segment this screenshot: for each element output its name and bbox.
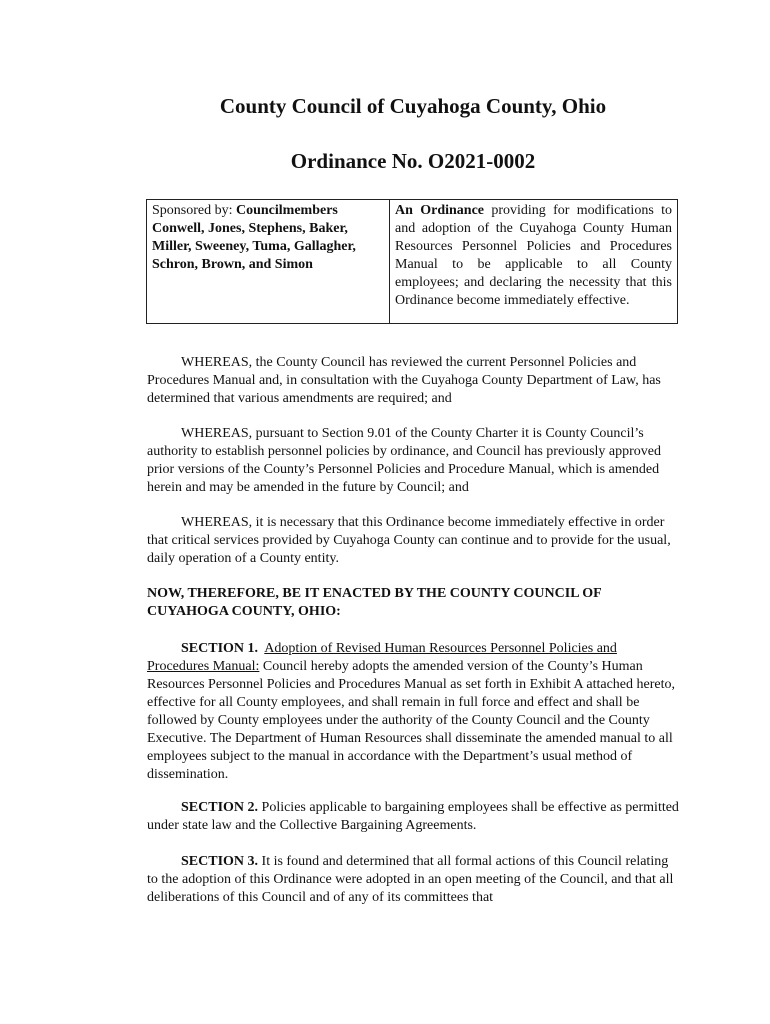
section-3-paragraph — [147, 853, 680, 907]
summary-text: providing for modifications to and adoption of the Cuyahoga County Human Resources Personnel Policies and Procedures Manual to be applicable to all County employees; and declaring the necessity that this Ordinance become immediately effective. — [395, 203, 672, 308]
section-1-paragraph — [147, 640, 680, 784]
section-3-text: It is found and determined that all formal actions of this Council relating to the adoption of this Ordinance were adopted in an open meeting of the Council, and that all deliberations of this Council and of any of its committees that — [147, 854, 674, 905]
section-2-label: SECTION 2. — [181, 800, 259, 815]
council-title: County Council of Cuyahoga County, Ohio — [219, 94, 607, 118]
sponsor-cell — [147, 200, 390, 323]
summary-cell — [390, 200, 677, 323]
enactment-clause — [147, 585, 680, 621]
summary-lead: An Ordinance — [395, 203, 485, 218]
whereas-paragraph-3: WHEREAS, it is necessary that this Ordinance become immediately effective in order that critical services provided by Cuyahoga County can continue and to provide for the usual, daily operation of a County entity. — [147, 515, 671, 566]
section-1-label: SECTION 1. — [181, 641, 259, 656]
section-3-label: SECTION 3. — [181, 854, 259, 869]
whereas-paragraph-1: WHEREAS, the County Council has reviewed the current Personnel Policies and Procedures Manual and, in consultation with the Cuyahoga County Department of Law, has determined that various amendments are required; and — [147, 355, 661, 406]
enactment-rest: , BE IT ENACTED BY THE COUNTY COUNCIL OF CUYAHOGA COUNTY, OHIO: — [147, 586, 602, 619]
sponsor-names: Councilmembers Conwell, Jones, Stephens, Baker, Miller, Sweeney, Tuma, Gallagher, Schron, Brown, and Simon — [152, 203, 356, 272]
sponsor-table — [146, 199, 678, 324]
section-2-paragraph — [147, 799, 680, 835]
section-2-text: Policies applicable to bargaining employees shall be effective as permitted under state law and the Collective Bargaining Agreements. — [147, 800, 679, 833]
whereas-paragraph-2: WHEREAS, pursuant to Section 9.01 of the County Charter it is County Council’s authority to establish personnel policies by ordinance, and Council has previously approved prior versions of the County’s Personnel Policies and Procedure Manual, which is amended herein and may be amended in the future by Council; and — [147, 426, 661, 495]
ordinance-number: Ordinance No. O2021-0002 — [290, 149, 536, 173]
section-1-text: Council hereby adopts the amended version of the County’s Human Resources Personnel Policies and Procedures Manual as set forth in Exhibit A attached hereto, effective for all County employees, and shall remain in full force and effect and shall be followed by County employees under the authority of the County Council and the County Executive. The Department of Human Resources shall disseminate the amended manual to all employees subject to the manual in accordance with the Department’s usual method of dissemination. — [147, 659, 675, 782]
enactment-lead: NOW, THEREFORE — [147, 586, 276, 601]
sponsor-label: Sponsored by: — [152, 203, 236, 218]
section-1-caption: Adoption of Revised Human Resources Personnel Policies and Procedures Manual: — [147, 641, 617, 674]
